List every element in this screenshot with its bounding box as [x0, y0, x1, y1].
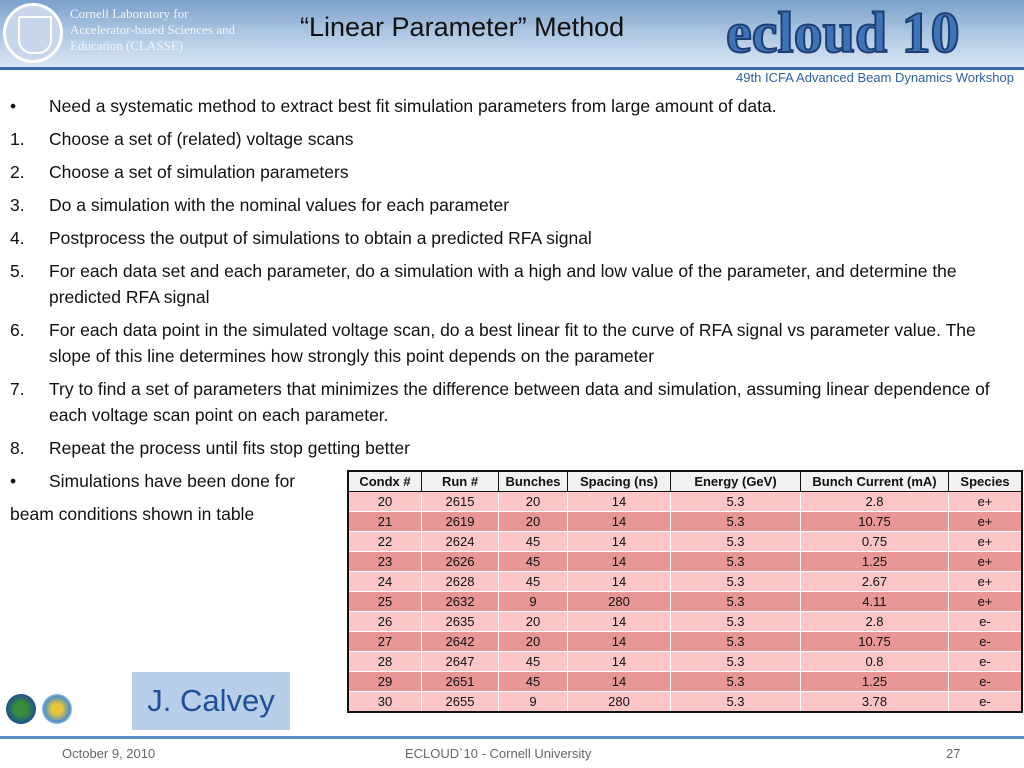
table-cell: e+	[949, 572, 1023, 592]
footer-date: October 9, 2010	[62, 746, 156, 761]
table-row	[348, 612, 1022, 632]
list-item-text: Repeat the process until fits stop getting better	[49, 438, 410, 458]
table-row	[348, 532, 1022, 552]
table-cell: 1.25	[801, 552, 949, 572]
table-cell: 5.3	[671, 532, 801, 552]
table-cell: 9	[499, 592, 568, 612]
table-cell: 2642	[422, 632, 499, 652]
table-row	[348, 632, 1022, 652]
table-cell: 5.3	[671, 572, 801, 592]
author-box: J. Calvey	[132, 672, 290, 730]
table-cell: 45	[499, 672, 568, 692]
list-marker: 7.	[10, 379, 25, 399]
table-cell: 5.3	[671, 652, 801, 672]
table-cell: 26	[348, 612, 422, 632]
table-cell: e+	[949, 592, 1023, 612]
column-header: Energy (GeV)	[671, 471, 801, 492]
list-item	[10, 126, 1010, 152]
table-header-row	[348, 471, 1022, 492]
list-item-text: Need a systematic method to extract best fit simulation parameters from large amount of data.	[49, 96, 777, 116]
table-cell: 2651	[422, 672, 499, 692]
institution-name	[70, 6, 270, 54]
ecloud-logo	[718, 0, 1018, 64]
institution-line: Accelerator-based Sciences and	[70, 22, 236, 37]
slide-body	[10, 93, 1010, 527]
table-row	[348, 492, 1022, 512]
nsf-logo-icon	[42, 694, 72, 724]
table-row	[348, 692, 1022, 713]
table-cell: 29	[348, 672, 422, 692]
table-row	[348, 512, 1022, 532]
table-cell: 2.67	[801, 572, 949, 592]
table-cell: 2615	[422, 492, 499, 512]
table-cell: 28	[348, 652, 422, 672]
list-item-text: Choose a set of (related) voltage scans	[49, 129, 354, 149]
table-cell: 27	[348, 632, 422, 652]
list-item	[10, 225, 1010, 251]
table-cell: 45	[499, 532, 568, 552]
table-cell: 5.3	[671, 692, 801, 713]
table-cell: 14	[568, 612, 671, 632]
table-cell: 9	[499, 692, 568, 713]
table-cell: 5.3	[671, 672, 801, 692]
table-row	[348, 552, 1022, 572]
table-cell: 280	[568, 592, 671, 612]
workshop-subtitle: 49th ICFA Advanced Beam Dynamics Workshop	[736, 70, 1014, 85]
table-cell: 5.3	[671, 592, 801, 612]
list-item	[10, 435, 1010, 461]
footer-center-text: ECLOUD`10 - Cornell University	[405, 746, 592, 761]
table-cell: 25	[348, 592, 422, 612]
institution-line: Cornell Laboratory for	[70, 6, 189, 21]
list-item-text: Simulations have been done for	[49, 471, 296, 491]
table-cell: 14	[568, 572, 671, 592]
table-cell: 2624	[422, 532, 499, 552]
list-marker: 5.	[10, 261, 25, 281]
column-header: Species	[949, 471, 1023, 492]
table-cell: 2632	[422, 592, 499, 612]
table-cell: 2635	[422, 612, 499, 632]
table-cell: 23	[348, 552, 422, 572]
column-header: Bunch Current (mA)	[801, 471, 949, 492]
list-item-text: Do a simulation with the nominal values for each parameter	[49, 195, 510, 215]
table-cell: 24	[348, 572, 422, 592]
table-cell: 2619	[422, 512, 499, 532]
table-cell: e-	[949, 652, 1023, 672]
table-cell: 5.3	[671, 632, 801, 652]
table-cell: 4.11	[801, 592, 949, 612]
list-marker: 8.	[10, 438, 25, 458]
list-item	[10, 376, 1010, 428]
footer-divider	[0, 736, 1024, 739]
table-row	[348, 592, 1022, 612]
table-cell: 45	[499, 572, 568, 592]
table-cell: 10.75	[801, 632, 949, 652]
table-cell: 2626	[422, 552, 499, 572]
list-marker: •	[10, 471, 17, 491]
list-item	[10, 258, 1010, 310]
table-cell: 5.3	[671, 552, 801, 572]
list-continuation: beam conditions shown in table	[10, 504, 255, 524]
table-cell: 14	[568, 552, 671, 572]
table-cell: 0.8	[801, 652, 949, 672]
column-header: Condx #	[348, 471, 422, 492]
list-marker: •	[10, 96, 17, 116]
table-cell: 14	[568, 652, 671, 672]
table-cell: 20	[499, 632, 568, 652]
column-header: Bunches	[499, 471, 568, 492]
table-cell: 30	[348, 692, 422, 713]
list-marker: 1.	[10, 129, 25, 149]
page-number: 27	[946, 746, 961, 761]
table-cell: 2655	[422, 692, 499, 713]
table-cell: e+	[949, 552, 1023, 572]
beam-conditions-table-wrapper	[347, 470, 1023, 713]
cornell-seal-logo	[3, 3, 63, 63]
table-body	[348, 492, 1022, 713]
table-cell: 3.78	[801, 692, 949, 713]
column-header: Run #	[422, 471, 499, 492]
column-header: Spacing (ns)	[568, 471, 671, 492]
list-item-text: Choose a set of simulation parameters	[49, 162, 349, 182]
table-cell: 14	[568, 532, 671, 552]
table-cell: 20	[499, 512, 568, 532]
table-cell: 14	[568, 672, 671, 692]
table-cell: 20	[348, 492, 422, 512]
slide-header	[0, 0, 1024, 70]
table-cell: 280	[568, 692, 671, 713]
beam-conditions-table	[347, 470, 1023, 713]
table-cell: 45	[499, 552, 568, 572]
table-cell: 5.3	[671, 512, 801, 532]
list-item	[10, 159, 1010, 185]
table-cell: e-	[949, 612, 1023, 632]
table-cell: e-	[949, 692, 1023, 713]
list-item-text: Try to find a set of parameters that minimizes the difference between data and simulation, assuming linear dependence of each voltage scan point on each parameter.	[49, 379, 990, 425]
list-item	[10, 317, 1010, 369]
table-row	[348, 652, 1022, 672]
doe-seal-icon	[6, 694, 36, 724]
table-cell: 10.75	[801, 512, 949, 532]
table-cell: e+	[949, 512, 1023, 532]
table-cell: 14	[568, 632, 671, 652]
ecloud-logo-text: ecloud 10	[726, 0, 960, 64]
table-cell: 20	[499, 492, 568, 512]
list-marker: 3.	[10, 195, 25, 215]
table-cell: 1.25	[801, 672, 949, 692]
list-item	[10, 192, 1010, 218]
table-row	[348, 672, 1022, 692]
table-cell: e+	[949, 532, 1023, 552]
table-cell: 14	[568, 512, 671, 532]
institution-line: Education (CLASSE)	[70, 38, 184, 53]
list-marker: 6.	[10, 320, 25, 340]
list-item	[10, 93, 1010, 119]
table-cell: 21	[348, 512, 422, 532]
table-cell: 45	[499, 652, 568, 672]
table-cell: e-	[949, 632, 1023, 652]
table-cell: 2.8	[801, 612, 949, 632]
list-item-text: For each data set and each parameter, do a simulation with a high and low value of the parameter, and determine the predicted RFA signal	[49, 261, 957, 307]
table-cell: 2647	[422, 652, 499, 672]
table-cell: 20	[499, 612, 568, 632]
table-cell: 14	[568, 492, 671, 512]
table-cell: e+	[949, 492, 1023, 512]
list-marker: 2.	[10, 162, 25, 182]
list-item-text: Postprocess the output of simulations to obtain a predicted RFA signal	[49, 228, 592, 248]
table-row	[348, 572, 1022, 592]
table-cell: 0.75	[801, 532, 949, 552]
list-item-text: For each data point in the simulated voltage scan, do a best linear fit to the curve of RFA signal vs parameter value. The slope of this line determines how strongly this point depends on the parameter	[49, 320, 976, 366]
table-cell: 2.8	[801, 492, 949, 512]
table-cell: 5.3	[671, 492, 801, 512]
list-marker: 4.	[10, 228, 25, 248]
table-cell: e-	[949, 672, 1023, 692]
table-cell: 2628	[422, 572, 499, 592]
table-cell: 5.3	[671, 612, 801, 632]
table-cell: 22	[348, 532, 422, 552]
slide-title: “Linear Parameter” Method	[300, 12, 625, 42]
